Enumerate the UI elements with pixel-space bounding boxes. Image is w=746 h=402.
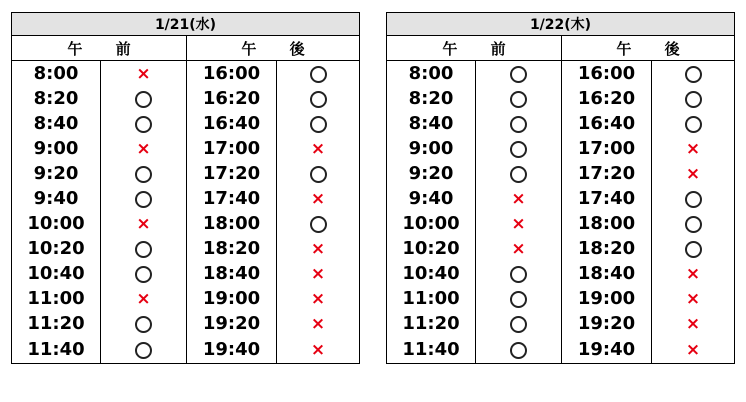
available-circle-icon: [510, 63, 527, 84]
available-circle-icon: [310, 163, 327, 184]
table-row: [12, 111, 360, 136]
am-status-cell: [101, 161, 187, 186]
unavailable-cross-icon: ×: [310, 139, 326, 159]
pm-status-cell: [277, 136, 360, 161]
pm-status-cell: [652, 261, 735, 286]
available-circle-icon: [135, 263, 152, 284]
pm-time-cell: 18:00: [562, 211, 652, 236]
table-row: [387, 161, 735, 186]
available-circle-icon: [310, 213, 327, 234]
pm-time-cell: 16:40: [562, 111, 652, 136]
pm-time-cell: 18:40: [187, 261, 277, 286]
pm-time-cell: 16:40: [187, 111, 277, 136]
unavailable-cross-icon: ×: [310, 239, 326, 259]
am-time-cell: 11:40: [12, 336, 101, 364]
am-time-cell: 9:40: [387, 186, 476, 211]
am-status-cell: [101, 336, 187, 364]
unavailable-cross-icon: ×: [511, 189, 526, 209]
am-status-cell: [476, 211, 562, 236]
am-status-cell: [101, 311, 187, 336]
table-row: [12, 186, 360, 211]
available-circle-icon: [135, 188, 152, 209]
unavailable-cross-icon: ×: [685, 289, 701, 309]
unavailable-cross-icon: ×: [511, 214, 526, 234]
table-row: [12, 86, 360, 111]
unavailable-cross-icon: ×: [310, 189, 326, 209]
available-circle-icon: [510, 113, 527, 134]
table-row: [12, 211, 360, 236]
am-status-cell: [476, 136, 562, 161]
pm-time-cell: 17:20: [187, 161, 277, 186]
pm-status-cell: [277, 336, 360, 364]
pm-status-cell: [277, 311, 360, 336]
am-header: 午 前: [387, 36, 562, 61]
pm-time-cell: 18:20: [187, 236, 277, 261]
unavailable-cross-icon: ×: [310, 340, 326, 360]
table-row: [12, 161, 360, 186]
am-time-cell: 10:40: [387, 261, 476, 286]
pm-status-cell: [652, 236, 735, 261]
available-circle-icon: [685, 113, 702, 134]
pm-status-cell: [652, 86, 735, 111]
pm-status-cell: [652, 336, 735, 364]
am-status-cell: [476, 111, 562, 136]
unavailable-cross-icon: ×: [685, 139, 701, 159]
available-circle-icon: [135, 163, 152, 184]
pm-status-cell: [277, 261, 360, 286]
pm-status-cell: [652, 211, 735, 236]
available-circle-icon: [135, 113, 152, 134]
pm-status-cell: [652, 111, 735, 136]
available-circle-icon: [135, 339, 152, 360]
available-circle-icon: [135, 88, 152, 109]
table-row: [387, 336, 735, 364]
am-status-cell: [101, 261, 187, 286]
available-circle-icon: [510, 313, 527, 334]
available-circle-icon: [685, 63, 702, 84]
available-circle-icon: [685, 188, 702, 209]
pm-time-cell: 17:40: [562, 186, 652, 211]
am-time-cell: 9:20: [387, 161, 476, 186]
am-time-cell: 10:40: [12, 261, 101, 286]
unavailable-cross-icon: ×: [136, 139, 151, 159]
am-time-cell: 11:20: [12, 311, 101, 336]
table-row: [12, 61, 360, 87]
table-row: [387, 211, 735, 236]
am-status-cell: [476, 261, 562, 286]
schedule-table-day-2: [386, 12, 735, 364]
table-row: [12, 286, 360, 311]
available-circle-icon: [510, 163, 527, 184]
pm-status-cell: [277, 86, 360, 111]
table-row: [12, 136, 360, 161]
unavailable-cross-icon: ×: [310, 289, 326, 309]
table-row: [387, 311, 735, 336]
pm-time-cell: 19:20: [187, 311, 277, 336]
table-row: [387, 136, 735, 161]
am-status-cell: [101, 211, 187, 236]
am-status-cell: [476, 236, 562, 261]
am-status-cell: [101, 111, 187, 136]
pm-time-cell: 17:00: [187, 136, 277, 161]
table-row: [387, 111, 735, 136]
unavailable-cross-icon: ×: [685, 164, 701, 184]
pm-header: 午 後: [187, 36, 360, 61]
date-header: 1/22(木): [387, 13, 735, 36]
pm-status-cell: [277, 236, 360, 261]
pm-status-cell: [277, 186, 360, 211]
pm-status-cell: [277, 111, 360, 136]
table-row: [12, 236, 360, 261]
pm-time-cell: 19:20: [562, 311, 652, 336]
pm-status-cell: [652, 161, 735, 186]
pm-time-cell: 16:20: [562, 86, 652, 111]
pm-time-cell: 16:00: [187, 61, 277, 87]
am-status-cell: [476, 86, 562, 111]
pm-status-cell: [277, 61, 360, 87]
pm-status-cell: [652, 186, 735, 211]
date-header: 1/21(水): [12, 13, 360, 36]
pm-time-cell: 18:40: [562, 261, 652, 286]
am-status-cell: [101, 186, 187, 211]
pm-time-cell: 16:20: [187, 86, 277, 111]
pm-header: 午 後: [562, 36, 735, 61]
available-circle-icon: [685, 238, 702, 259]
am-time-cell: 11:00: [387, 286, 476, 311]
am-time-cell: 9:00: [387, 136, 476, 161]
schedule-table-day-1: [11, 12, 360, 364]
unavailable-cross-icon: ×: [310, 264, 326, 284]
available-circle-icon: [310, 88, 327, 109]
table-row: [12, 311, 360, 336]
table-row: [387, 86, 735, 111]
unavailable-cross-icon: ×: [136, 289, 151, 309]
pm-time-cell: 19:40: [187, 336, 277, 364]
pm-time-cell: 17:40: [187, 186, 277, 211]
pm-status-cell: [277, 286, 360, 311]
am-status-cell: [476, 311, 562, 336]
pm-status-cell: [277, 211, 360, 236]
table-row: [387, 61, 735, 87]
am-status-cell: [476, 286, 562, 311]
am-time-cell: 8:00: [12, 61, 101, 87]
am-status-cell: [101, 136, 187, 161]
am-time-cell: 9:40: [12, 186, 101, 211]
am-status-cell: [476, 161, 562, 186]
am-time-cell: 9:20: [12, 161, 101, 186]
am-time-cell: 9:00: [12, 136, 101, 161]
pm-time-cell: 17:20: [562, 161, 652, 186]
available-circle-icon: [135, 238, 152, 259]
table-row: [387, 286, 735, 311]
pm-time-cell: 19:40: [562, 336, 652, 364]
am-time-cell: 8:20: [387, 86, 476, 111]
am-time-cell: 10:20: [387, 236, 476, 261]
am-time-cell: 11:40: [387, 336, 476, 364]
pm-status-cell: [652, 136, 735, 161]
am-time-cell: 10:00: [12, 211, 101, 236]
slot-rows: [12, 61, 360, 364]
table-row: [387, 186, 735, 211]
pm-status-cell: [652, 61, 735, 87]
available-circle-icon: [685, 88, 702, 109]
available-circle-icon: [510, 88, 527, 109]
am-time-cell: 8:20: [12, 86, 101, 111]
am-time-cell: 8:40: [387, 111, 476, 136]
am-time-cell: 10:20: [12, 236, 101, 261]
unavailable-cross-icon: ×: [136, 64, 151, 84]
pm-status-cell: [652, 286, 735, 311]
available-circle-icon: [685, 213, 702, 234]
slot-rows: [387, 61, 735, 364]
table-row: [12, 336, 360, 364]
unavailable-cross-icon: ×: [685, 314, 701, 334]
am-time-cell: 11:20: [387, 311, 476, 336]
pm-status-cell: [277, 161, 360, 186]
available-circle-icon: [135, 313, 152, 334]
am-status-cell: [101, 61, 187, 87]
am-status-cell: [101, 86, 187, 111]
pm-time-cell: 19:00: [562, 286, 652, 311]
unavailable-cross-icon: ×: [685, 340, 701, 360]
am-time-cell: 8:40: [12, 111, 101, 136]
am-time-cell: 11:00: [12, 286, 101, 311]
available-circle-icon: [310, 113, 327, 134]
pm-time-cell: 18:20: [562, 236, 652, 261]
unavailable-cross-icon: ×: [136, 214, 151, 234]
pm-time-cell: 19:00: [187, 286, 277, 311]
am-time-cell: 10:00: [387, 211, 476, 236]
am-status-cell: [476, 61, 562, 87]
unavailable-cross-icon: ×: [511, 239, 526, 259]
am-header: 午 前: [12, 36, 187, 61]
table-row: [387, 261, 735, 286]
am-status-cell: [101, 236, 187, 261]
unavailable-cross-icon: ×: [310, 314, 326, 334]
pm-time-cell: 18:00: [187, 211, 277, 236]
available-circle-icon: [510, 288, 527, 309]
pm-status-cell: [652, 311, 735, 336]
table-row: [387, 236, 735, 261]
available-circle-icon: [310, 63, 327, 84]
am-status-cell: [476, 186, 562, 211]
pm-time-cell: 17:00: [562, 136, 652, 161]
table-row: [12, 261, 360, 286]
am-status-cell: [476, 336, 562, 364]
am-time-cell: 8:00: [387, 61, 476, 87]
am-status-cell: [101, 286, 187, 311]
pm-time-cell: 16:00: [562, 61, 652, 87]
unavailable-cross-icon: ×: [685, 264, 701, 284]
available-circle-icon: [510, 339, 527, 360]
available-circle-icon: [510, 138, 527, 159]
available-circle-icon: [510, 263, 527, 284]
